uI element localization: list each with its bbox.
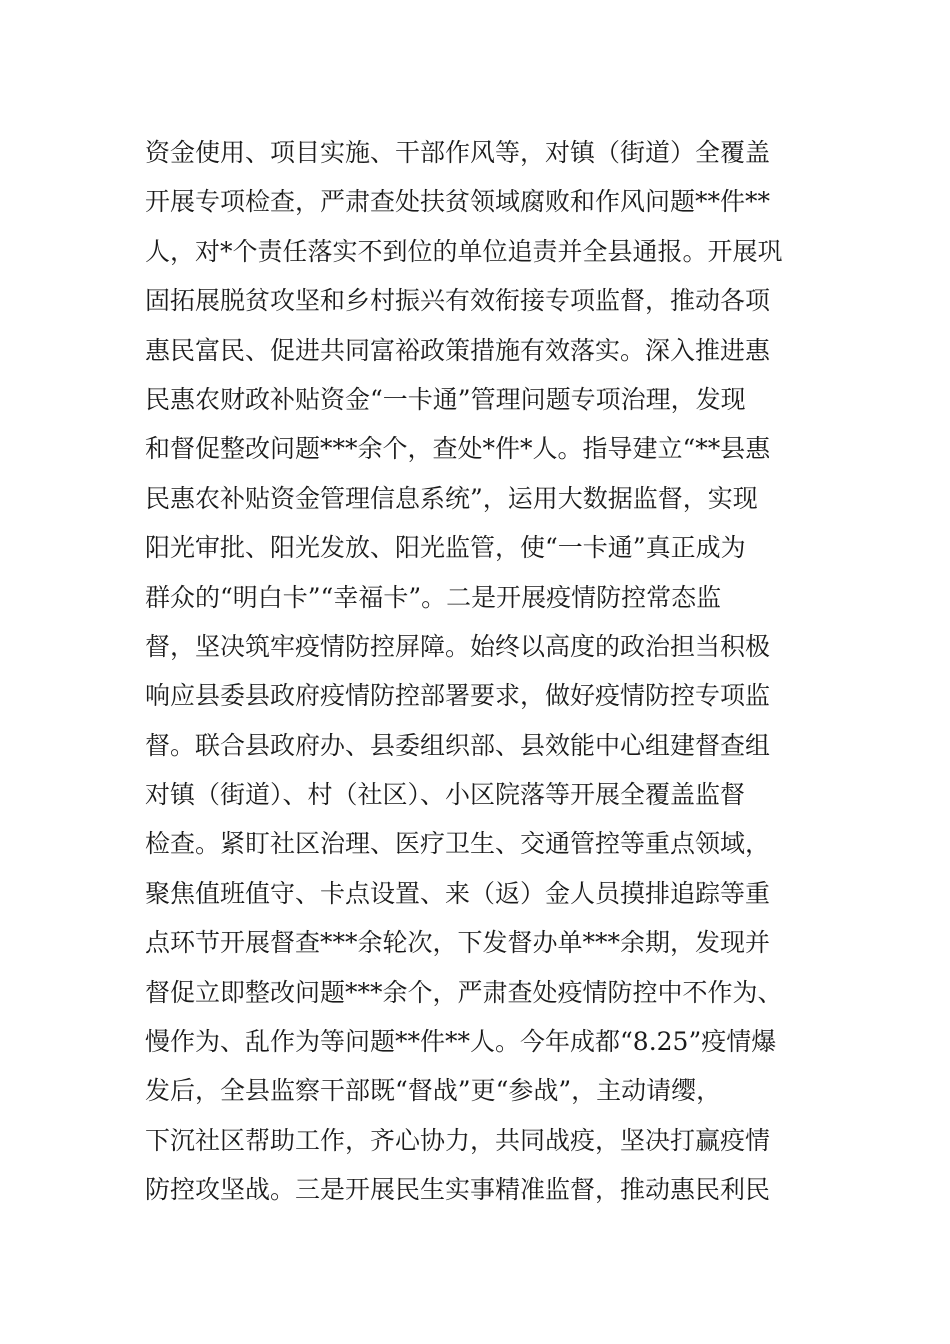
body-paragraph: [145, 128, 815, 1215]
text-line: 民惠农财政补贴资金“一卡通”管理问题专项治理，发现: [145, 384, 746, 414]
text-line: 发后，全县监察干部既“督战”更“参战”，主动请缨，: [145, 1076, 722, 1106]
text-line: 群众的“明白卡”“幸福卡”。二是开展疫情防控常态监: [145, 582, 722, 612]
text-line: 督促立即整改问题***余个，严肃查处疫情防控中不作为、: [145, 977, 783, 1007]
text-line: 督。联合县政府办、县委组织部、县效能中心组建督查组: [145, 730, 771, 760]
text-line: 聚焦值班值守、卡点设置、来（返）金人员摸排追踪等重: [145, 878, 771, 908]
text-line: 人，对*个责任落实不到位的单位追责并全县通报。开展巩: [145, 236, 783, 266]
text-line: 点环节开展督查***余轮次，下发督办单***余期，发现并: [145, 928, 771, 958]
text-line: 惠民富民、促进共同富裕政策措施有效落实。深入推进惠: [145, 335, 771, 365]
text-line: 防控攻坚战。三是开展民生实事精准监督，推动惠民利民: [145, 1175, 771, 1205]
text-line: 民惠农补贴资金管理信息系统”，运用大数据监督，实现: [145, 483, 758, 513]
text-line: 慢作为、乱作为等问题**件**人。今年成都“8.25”疫情爆: [145, 1027, 777, 1057]
text-line: 开展专项检查，严肃查处扶贫领域腐败和作风问题**件**: [145, 187, 771, 217]
text-line: 阳光审批、阳光发放、阳光监管，使“一卡通”真正成为: [145, 533, 746, 563]
text-line: 检查。紧盯社区治理、医疗卫生、交通管控等重点领域，: [145, 829, 771, 859]
text-line: 督，坚决筑牢疫情防控屏障。始终以高度的政治担当积极: [145, 631, 771, 661]
text-line: 下沉社区帮助工作，齐心协力，共同战疫，坚决打赢疫情: [145, 1125, 771, 1155]
text-line: 响应县委县政府疫情防控部署要求，做好疫情防控专项监: [145, 681, 771, 711]
text-line: 固拓展脱贫攻坚和乡村振兴有效衔接专项监督，推动各项: [145, 286, 771, 316]
text-line: 资金使用、项目实施、干部作风等，对镇（街道）全覆盖: [145, 138, 771, 167]
text-line: 对镇（街道）、村（社区）、小区院落等开展全覆盖监督: [145, 780, 746, 810]
text-line: 和督促整改问题***余个，查处*件*人。指导建立“**县惠: [145, 434, 771, 464]
